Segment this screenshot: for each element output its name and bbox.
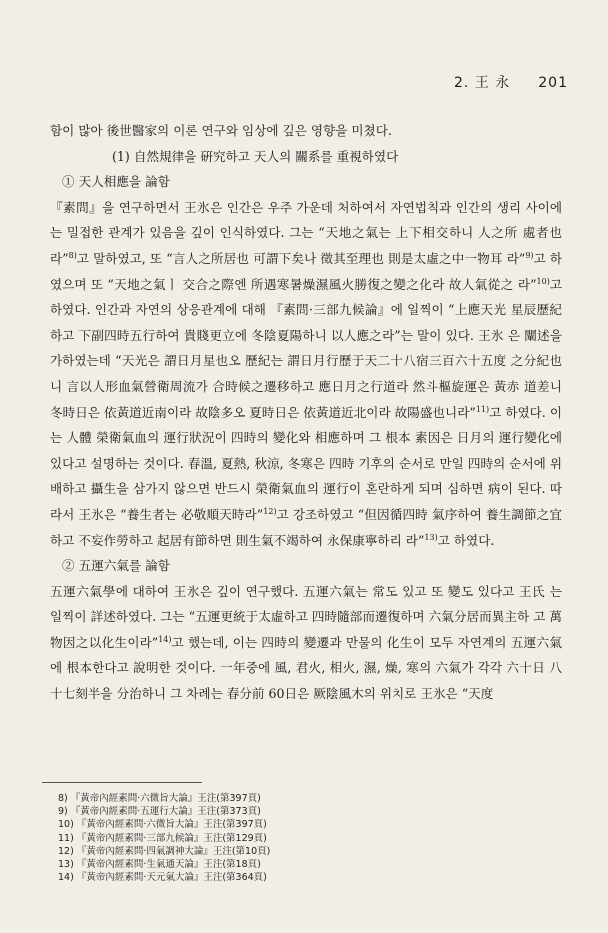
running-header (454, 72, 568, 92)
paragraph-2: 五運六氣學에 대하여 王氷은 깊이 연구했다. 五運六氣는 常도 있고 또 變도 있다고 王氏 는 일찍이 詳述하였다. 그는 “五運更統于太虛하고 四時隨部而遷復하며 六氣分居而異主하 고 萬物因之以化生이라”$^{14)}$고 했는데, 이는 四時의 變遷과 만물의 化生이 모두 자연계의 五運六氣에 根本한다고 說明한 것이다. 一年중에 風, 君火, 相火, 濕, 燥, 寒의 六氣가 각각 六十日 八十七刻半을 分治하니 그 차례는 春分前 60日은 厥陰風木의 위치로 王氷은 “天度 (50, 583, 562, 702)
footnote: 8) 『黃帝內經素問·六微旨大論』王注(第397頁) (58, 793, 261, 804)
intro-line: 함이 많아 後世醫家의 이론 연구와 임상에 깊은 영향을 미쳤다. (50, 123, 392, 138)
main-text (50, 118, 562, 707)
footnote-divider (42, 782, 202, 783)
footnote: 14) 『黃帝內經素問·天元氣大論』王注(第364頁) (58, 872, 267, 884)
section-heading: (1) 自然規律을 硏究하고 天人의 關系를 重視하였다 (112, 148, 399, 164)
footnote-ref: 10) (536, 276, 550, 286)
footnote: 13) 『黃帝內經素問·生氣通天論』王注(第18頁) (58, 859, 261, 871)
page-number: 201 (538, 75, 568, 91)
chapter-title: 2. 王 永 (454, 75, 511, 91)
subsection-heading-1: ① 天人相應을 論함 (62, 174, 170, 190)
footnote-ref: 14) (158, 634, 172, 644)
footnote-ref: 13) (424, 532, 438, 542)
footnote: 12) 『黃帝內經素問·四氣調神大論』王注(第10頁) (58, 845, 271, 857)
footnote: 11) 『黃帝內經素問·三部九候論』王注(第129頁) (58, 832, 267, 844)
footnote-ref: 11) (475, 404, 490, 414)
footnote-ref: 12) (263, 506, 277, 516)
footnote-ref: 8) (68, 250, 77, 260)
paragraph-1: 『素問』을 연구하면서 王氷은 인간은 우주 가운데 처하여서 자연법칙과 인간의 생리 사이에는 밀접한 관계가 있음을 깊이 인식하였다. 그는 “天地之氣는 上下相交하니 人之所 處者也라”$^{8)}$고 말하였고, 또 “言人之所居也 可謂下矣나 徵其至理也 則是太虛之中一物耳 라”$^{9)}$고 하였으며 또 “天地之氣ㅣ 交合之際엔 所遇寒暑燥濕風火勝復之變之化라 故人氣從之 라”$^{10)}$고 하였다. 인간과 자연의 상응관계에 대해 『素問·三部九候論』에 일찍이 “上應天光 星辰歷紀하고 下副四時五行하여 貴賤更立에 冬陰夏陽하니 以人應之라”는 말이 있다. 王氷 은 闡述을 가하였는데 “天光은 謂日月星也오 歷紀는 謂日月行歷于天二十八宿三百六十五度 之分紀也니 言以人形血氣營衛周流가 合時候之遷移하고 應日月之行道라 然斗樞旋運은 黃赤 道差니 冬時日은 依黃道近南이라 故陰多오 夏時日은 依黃道近北이라 故陽盛也니라”$^{11)}$고 하였다. 이는 人體 榮衛氣血의 運行狀況이 四時의 變化와 相應하며 그 根本 素因은 日月의 運行變化에 있다고 설명하는 것이다. 春溫, 夏熱, 秋涼, 冬寒은 四時 기후의 순서로 만일 四時의 순서에 위배하고 攝生을 삼가지 않으면 반드시 榮衛氣血의 運行이 혼란하게 되며 심하면 病이 된다. 따라서 王氷은 “養生者는 必敬順天時라”$^{12)}$고 강조하였고 “但因循四時 氣序하여 養生調節之宜하고 不妄作勞하고 起居有節하면 則生氣不竭하여 永保康寧하리 라”$^{13)}$고 하였다. (50, 199, 562, 548)
footnote: 9) 『黃帝內經素問·五運行大論』王注(第373頁) (58, 806, 261, 818)
footnote: 10) 『黃帝內經素問·六微旨大論』王注(第397頁) (58, 819, 267, 831)
footnotes (58, 792, 270, 884)
footnote-ref: 9) (525, 250, 534, 260)
subsection-heading-2: ② 五運六氣를 論함 (62, 558, 170, 574)
